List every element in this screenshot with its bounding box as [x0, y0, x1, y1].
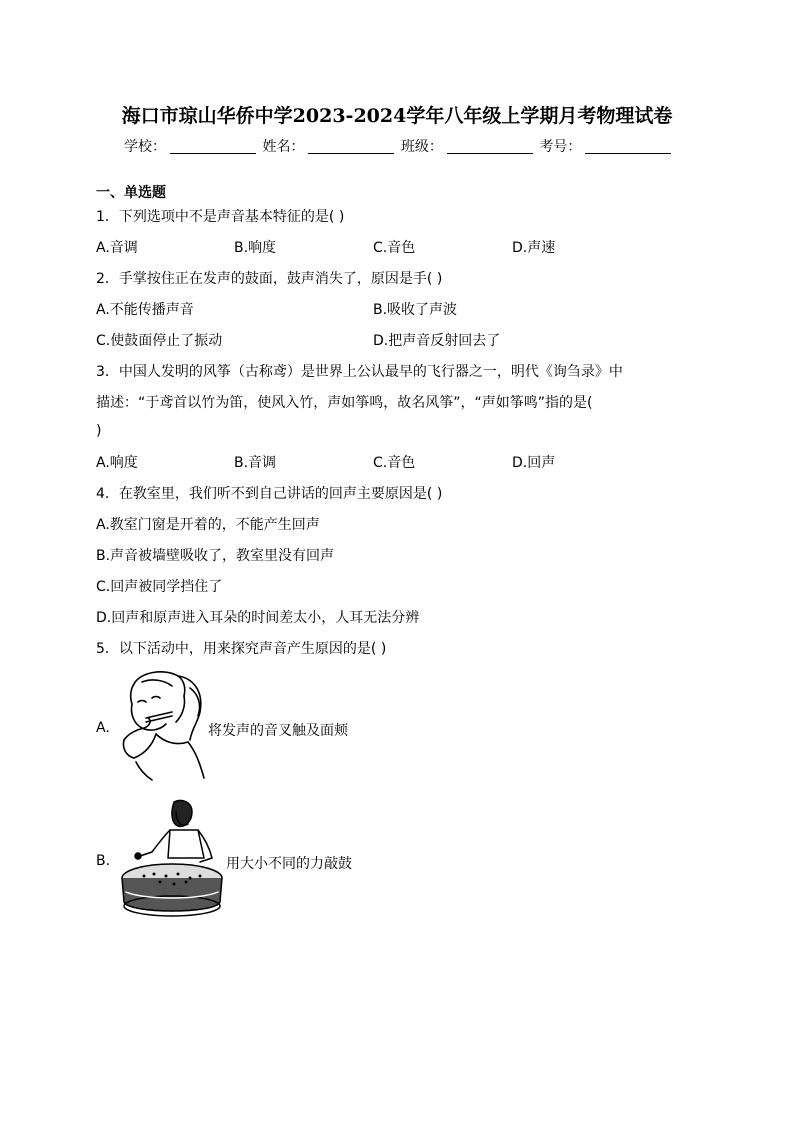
girl-tuning-fork-illustration	[112, 668, 208, 782]
section-heading: 一、单选题	[96, 185, 166, 201]
q5-option-a-letter[interactable]: A.	[96, 720, 110, 736]
q2-option-a[interactable]: A.不能传播声音	[96, 302, 194, 318]
question-3-stem-line-1: 3．中国人发明的风筝（古称鸢）是世界上公认最早的飞行器之一，明代《询刍录》中	[96, 364, 623, 380]
q4-option-d[interactable]: D.回声和原声进入耳朵的时间差太小，人耳无法分辨	[96, 610, 420, 626]
q5-option-b-letter[interactable]: B.	[96, 853, 111, 869]
q4-option-b[interactable]: B.声音被墙壁吸收了，教室里没有回声	[96, 548, 335, 564]
q1-option-c[interactable]: C.音色	[373, 240, 416, 256]
question-5-stem: 5．以下活动中，用来探究声音产生原因的是( )	[96, 641, 387, 657]
q3-option-c[interactable]: C.音色	[373, 455, 416, 471]
q3-option-d[interactable]: D.回声	[512, 455, 556, 471]
page-title: 海口市琼山华侨中学2023-2024学年八年级上学期月考物理试卷	[121, 105, 673, 127]
q2-option-d[interactable]: D.把声音反射回去了	[373, 333, 501, 349]
student-info-row	[124, 136, 673, 156]
question-4-stem: 4．在教室里，我们听不到自己讲话的回声主要原因是( )	[96, 486, 443, 502]
number-field[interactable]	[585, 139, 671, 154]
question-1-stem: 1．下列选项中不是声音基本特征的是( )	[96, 209, 345, 225]
class-label: 班级：	[400, 139, 443, 155]
q1-option-b[interactable]: B.响度	[234, 240, 277, 256]
q1-option-a[interactable]: A.音调	[96, 240, 138, 256]
boy-drum-illustration	[114, 796, 224, 924]
q5-option-b-text: 用大小不同的力敲鼓	[226, 856, 352, 872]
q2-option-c[interactable]: C.使鼓面停止了振动	[96, 333, 223, 349]
q5-option-a-text: 将发声的音叉触及面颊	[208, 723, 348, 739]
class-field[interactable]	[447, 139, 533, 154]
q1-option-d[interactable]: D.声速	[512, 240, 556, 256]
number-label: 考号：	[539, 139, 582, 155]
name-label: 姓名：	[262, 139, 305, 155]
name-field[interactable]	[308, 139, 394, 154]
question-2-stem: 2．手掌按住正在发声的鼓面，鼓声消失了，原因是手( )	[96, 271, 443, 287]
q2-option-b[interactable]: B.吸收了声波	[373, 302, 458, 318]
school-label: 学校：	[124, 139, 166, 155]
school-field[interactable]	[170, 139, 256, 154]
q4-option-a[interactable]: A.教室门窗是开着的，不能产生回声	[96, 517, 320, 533]
question-3-stem-line-3: )	[96, 423, 102, 439]
q3-option-a[interactable]: A.响度	[96, 455, 138, 471]
q4-option-c[interactable]: C.回声被同学挡住了	[96, 579, 223, 595]
question-3-stem-line-2: 描述：“于鸢首以竹为笛，使风入竹，声如筝鸣，故名风筝”，“声如筝鸣”指的是(	[96, 395, 593, 411]
q3-option-b[interactable]: B.音调	[234, 455, 277, 471]
